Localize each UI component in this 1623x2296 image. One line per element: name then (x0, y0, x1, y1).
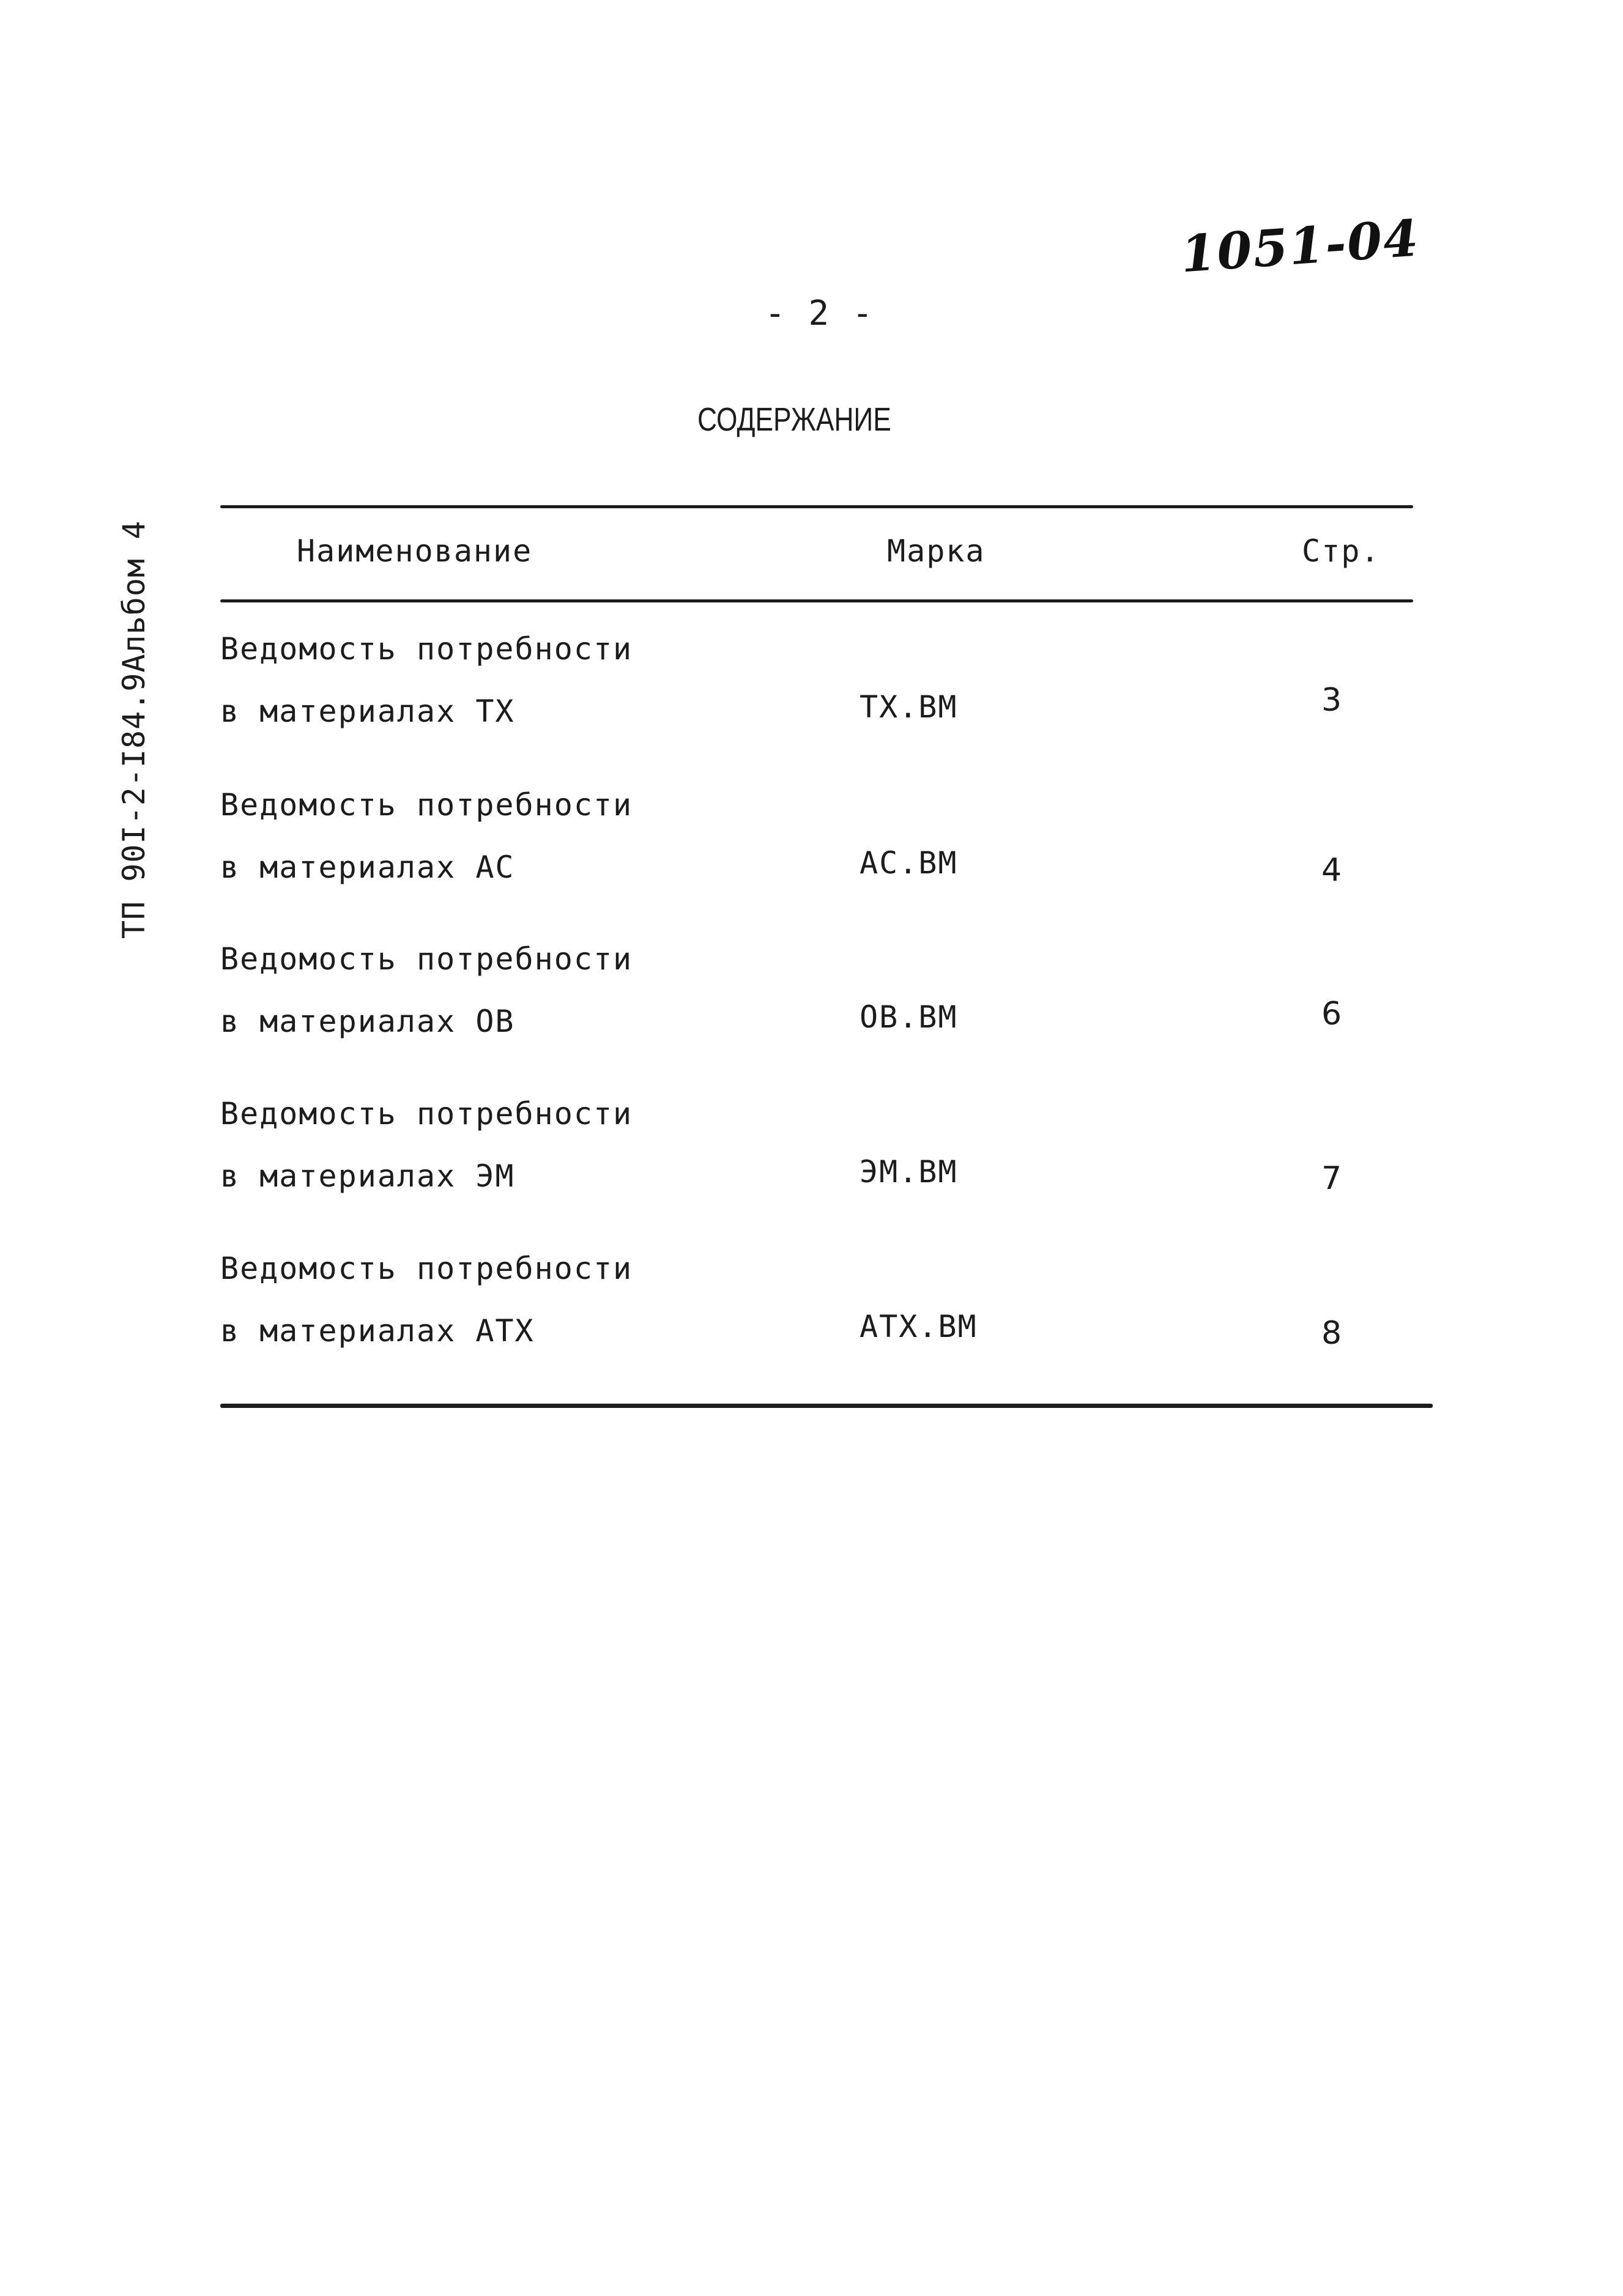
row-mark: АС.ВМ (860, 845, 958, 881)
row-mark: ЭМ.ВМ (860, 1154, 958, 1190)
row-name-line1: Ведомость потребности (220, 941, 633, 977)
table-top-rule (220, 505, 1413, 508)
row-name-line2: в материалах ЭМ (220, 1158, 515, 1194)
table-row-name (220, 1083, 633, 1207)
row-page: 7 (1321, 1160, 1342, 1197)
table-bottom-rule (220, 1404, 1433, 1408)
header-mark: Марка (887, 533, 986, 569)
row-name-line1: Ведомость потребности (220, 1096, 633, 1131)
table-row-name (220, 618, 633, 742)
row-page: 4 (1321, 852, 1342, 889)
table-row-name (220, 928, 633, 1053)
header-page: Стр. (1302, 533, 1381, 569)
row-name-line1: Ведомость потребности (220, 787, 633, 823)
row-name-line1: Ведомость потребности (220, 1251, 633, 1286)
row-page: 3 (1321, 682, 1342, 719)
row-name-line1: Ведомость потребности (220, 631, 633, 667)
table-row-name (220, 774, 633, 898)
row-name-line2: в материалах АС (220, 850, 515, 885)
row-mark: ОВ.ВМ (860, 999, 958, 1035)
row-mark: ТХ.ВМ (860, 689, 958, 725)
row-page: 8 (1321, 1315, 1342, 1352)
page-number: - 2 - (765, 294, 874, 333)
row-name-line2: в материалах ТХ (220, 694, 515, 729)
handwritten-document-code: 1051-04 (1179, 209, 1422, 284)
table-header-rule (220, 599, 1413, 602)
table-row-name (220, 1237, 633, 1362)
row-name-line2: в материалах ОВ (220, 1004, 515, 1039)
header-name: Наименование (297, 533, 533, 569)
side-stamp-album-code: ТП 90I-2-I84.9Альбом 4 (116, 520, 152, 939)
row-name-line2: в материалах АТХ (220, 1313, 535, 1349)
row-page: 6 (1321, 996, 1342, 1032)
row-mark: АТХ.ВМ (860, 1309, 978, 1344)
page-title: СОДЕРЖАНИЕ (697, 401, 891, 438)
